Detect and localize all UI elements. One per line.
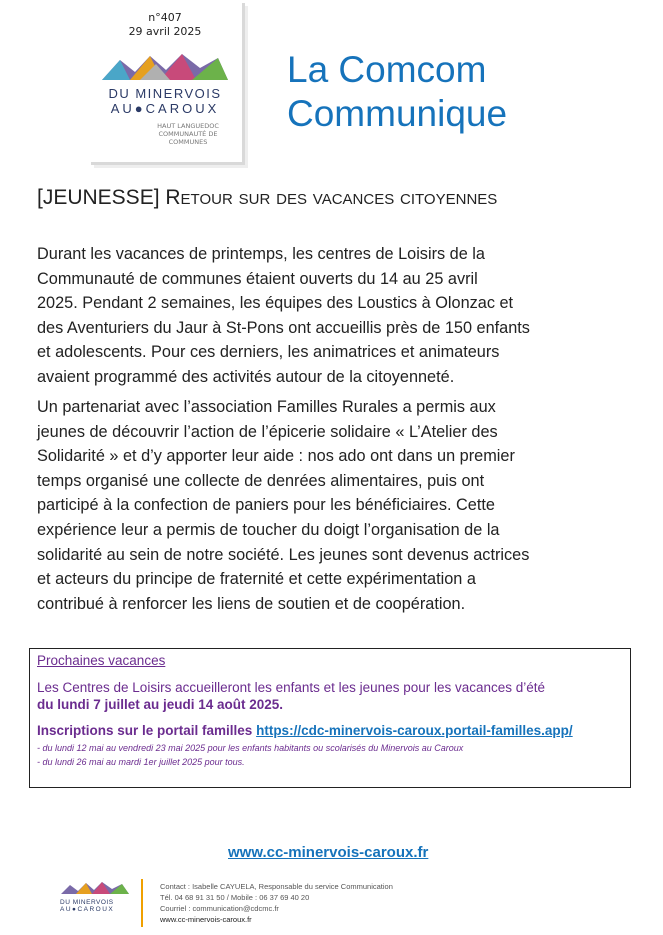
logo-sub2: COMMUNAUTÉ DE COMMUNES	[158, 130, 218, 146]
footer-mountains-icon	[60, 881, 130, 895]
newsletter-title	[287, 48, 507, 136]
p1-line: Communauté de communes étaient ouverts du 14 au 25 avril	[37, 269, 478, 288]
p1-line: avaient programmé des activités autour de la citoyenneté.	[37, 367, 455, 386]
title-line2: Communique	[287, 93, 508, 134]
p2-line: contribué à renforcer les liens de soutien et de coopération.	[37, 594, 466, 613]
contact-phone: Tél. 04 68 91 31 50 / Mobile : 06 37 69 40 20	[160, 893, 310, 902]
p1-line: 2025. Pendant 2 semaines, les équipes des Loustics à Olonzac et	[37, 294, 514, 313]
inscriptions-line	[37, 723, 573, 738]
article-title: Retour sur des vacances citoyennes	[165, 186, 498, 209]
holidays-line1: Les Centres de Loisirs accueilleront les enfants et les jeunes pour les vacances d’été	[37, 680, 546, 695]
p2-line: solidarité au sein de notre société. Les jeunes sont devenus actrices	[37, 545, 530, 564]
next-holidays-box	[29, 648, 631, 788]
portal-link[interactable]: https://cdc-minervois-caroux.portail-familles.app/	[256, 723, 573, 738]
p2-line: Solidarité » et d’y apporter leur aide : nos ado ont dans un premier	[37, 447, 515, 466]
p2-line: et acteurs du principe de fraternité et cette expérimentation a	[37, 570, 476, 589]
logo-line2: AU●CAROUX	[110, 101, 220, 116]
holidays-description	[37, 679, 627, 713]
logo-sub1: HAUT LANGUEDOC	[157, 122, 219, 130]
contact-website: www.cc-minervois-caroux.fr	[160, 915, 252, 924]
issue-header	[88, 0, 242, 162]
paragraph-2	[37, 395, 637, 616]
p1-line: et adolescents. Pour ces derniers, les animatrices et animateurs	[37, 343, 500, 362]
mountains-logo-icon	[100, 50, 230, 86]
title-line1: La Comcom	[287, 49, 487, 90]
next-holidays-title: Prochaines vacances	[37, 653, 166, 668]
logo-line1: DU MINERVOIS	[108, 86, 222, 101]
p1-line: Durant les vacances de printemps, les centres de Loisirs de la	[37, 245, 485, 263]
footer-logo-line1: DU MINERVOIS	[60, 899, 114, 906]
p2-line: participé à la confection de paniers pour les bénéficiaires. Cette	[37, 496, 495, 515]
article-tag: [JEUNESSE]	[37, 186, 160, 209]
footer-logo-line2: AU●CAROUX	[60, 906, 115, 913]
paragraph-1	[37, 242, 637, 390]
p2-line: temps organisé une collecte de denrées alimentaires, puis ont	[37, 471, 485, 490]
p2-line: jeunes de découvrir l’action de l’épicerie solidaire « L’Atelier des	[37, 422, 498, 441]
inscriptions-label: Inscriptions sur le portail familles	[37, 723, 253, 738]
p2-line: expérience leur a permis de toucher du doigt l’organisation de la	[37, 520, 500, 539]
footer-divider	[141, 879, 143, 927]
p2-line: Un partenariat avec l’association Familles Rurales a permis aux	[37, 398, 496, 416]
holidays-dates: du lundi 7 juillet au jeudi 14 août 2025.	[37, 697, 284, 712]
registration-note-2: - du lundi 26 mai au mardi 1er juillet 2025 pour tous.	[37, 757, 245, 767]
contact-email: Courriel : communication@cdcmc.fr	[160, 904, 279, 913]
logo-subtitle	[143, 122, 233, 146]
registration-note-1: - du lundi 12 mai au vendredi 23 mai 2025 pour les enfants habitants ou scolarisés du Minervois au Caroux	[37, 743, 464, 753]
footer-logo	[60, 880, 130, 913]
contact-person: Contact : Isabelle CAYUELA, Responsable du service Communication	[160, 882, 393, 891]
p1-line: des Aventuriers du Jaur à St-Pons ont accueillis près de 150 enfants	[37, 318, 530, 337]
issue-number: n°407	[148, 11, 182, 24]
website-link[interactable]: www.cc-minervois-caroux.fr	[228, 844, 429, 861]
issue-date: 29 avril 2025	[128, 25, 202, 38]
article-headline	[37, 186, 497, 210]
